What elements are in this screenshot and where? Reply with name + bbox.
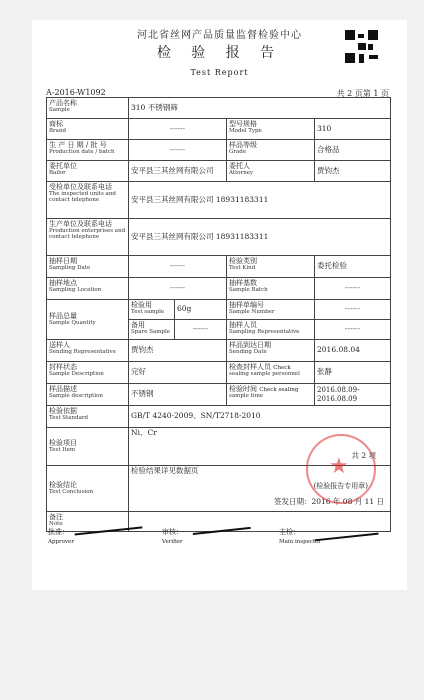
value-sampling-date: ------ bbox=[129, 256, 227, 278]
label-brand: 商标 Brand bbox=[47, 119, 129, 140]
label-sample-batch: 抽样基数 Sample Batch bbox=[227, 278, 315, 300]
value-sampling-rep: ------ bbox=[315, 320, 391, 340]
value-brand: ------ bbox=[129, 119, 227, 140]
value-inspected-unit: 安平县三其丝网有限公司 18931183311 bbox=[129, 182, 391, 219]
label-product-name: 产品名称 Sample bbox=[47, 98, 129, 119]
label-sample-quantity: 样品总量 Sample Quantity bbox=[47, 300, 129, 340]
main-inspector-label: 主检： Main inspector bbox=[279, 528, 322, 545]
value-sending-date: 2016.08.04 bbox=[315, 340, 391, 362]
value-conclusion: 检验结果详见数据页 bbox=[131, 466, 199, 475]
label-grade: 样品等级 Grade bbox=[227, 140, 315, 161]
report-page bbox=[32, 20, 407, 590]
label-sending-rep: 送样人 Sending Representative bbox=[47, 340, 129, 362]
stamp-note: (检验报告专用章) bbox=[313, 482, 369, 490]
value-model: 310 bbox=[315, 119, 391, 140]
label-test-kind: 检验类别 Test Kind bbox=[227, 256, 315, 278]
value-spare-sample: ------ bbox=[175, 320, 227, 340]
label-attorney: 委托人 Attorney bbox=[227, 161, 315, 182]
label-sample-desc: 封样状态 Sample Description bbox=[47, 362, 129, 384]
report-subtitle: Test Report bbox=[190, 68, 249, 77]
label-sending-date: 样品到达日期 Sending Date bbox=[227, 340, 315, 362]
label-sampling-date: 抽样日期 Sampling Date bbox=[47, 256, 129, 278]
value-attorney: 贾钧杰 bbox=[315, 161, 391, 182]
value-sealing-person: 张静 bbox=[315, 362, 391, 384]
value-sample-number: ------ bbox=[315, 300, 391, 320]
report-number: A-2016-W1092 bbox=[46, 88, 106, 97]
value-sample-batch: ------ bbox=[315, 278, 391, 300]
label-conclusion: 检验结论 Test Conclusion bbox=[47, 466, 129, 512]
value-production-unit: 安平县三其丝网有限公司 18931183311 bbox=[129, 219, 391, 256]
page-info: 共 2 页第 1 页 bbox=[336, 89, 389, 98]
label-sampling-rep: 抽样人员 Sampling Representative bbox=[227, 320, 315, 340]
value-test-sample: 60g bbox=[175, 300, 227, 320]
label-sample-desc2: 样品描述 Sample description bbox=[47, 384, 129, 406]
label-production-unit: 生产单位及联系电话 Production enterprises and contact telephone bbox=[47, 219, 129, 256]
report-title: 检 验 报 告 bbox=[156, 45, 283, 61]
label-note: 备注 Note bbox=[47, 512, 129, 532]
label-check-time: 检验时间 Check sealing sample time bbox=[227, 384, 315, 406]
label-sample-number: 抽样单编号 Sample Number bbox=[227, 300, 315, 320]
value-sample-desc2: 不锈钢 bbox=[129, 384, 227, 406]
qr-code-icon bbox=[345, 30, 378, 63]
value-test-standard: GB/T 4240-2009、SN/T2718-2010 bbox=[129, 406, 391, 428]
label-sealing-person: 检查封样人员 Check sealing sample personnel bbox=[227, 362, 315, 384]
label-test-item: 检验项目 Test Item bbox=[47, 428, 129, 466]
value-check-time: 2016.08.09-2016.08.09 bbox=[315, 384, 391, 406]
org-name: 河北省丝网产品质量监督检验中心 bbox=[137, 30, 302, 41]
value-sampling-location: ------ bbox=[129, 278, 227, 300]
label-test-standard: 检验依据 Test Standard bbox=[47, 406, 129, 428]
value-sample-desc: 完好 bbox=[129, 362, 227, 384]
value-test-item: Ni、Cr bbox=[131, 428, 157, 437]
official-stamp-icon bbox=[306, 434, 376, 504]
label-sampling-location: 抽样地点 Sampling Location bbox=[47, 278, 129, 300]
test-item-count: 共 2 项 bbox=[351, 451, 377, 461]
label-model: 型号规格 Model Type bbox=[227, 119, 315, 140]
value-sending-rep: 贾钧杰 bbox=[129, 340, 227, 362]
value-test-kind: 委托检验 bbox=[315, 256, 391, 278]
label-spare-sample: 备用 Spare Sample bbox=[129, 320, 175, 340]
issue-date: 签发日期：2016 年 08 月 11 日 bbox=[273, 497, 385, 507]
value-prod-date: ------ bbox=[129, 140, 227, 161]
value-grade: 合格品 bbox=[315, 140, 391, 161]
label-test-sample: 检验用 Test sample bbox=[129, 300, 175, 320]
value-product-name: 310 不锈钢筛 bbox=[129, 98, 391, 119]
label-inspected-unit: 受检单位及联系电话 The inspected units and contact telephone bbox=[47, 182, 129, 219]
verifier-label: 审核： Verifier bbox=[162, 528, 183, 545]
approver-label: 批准： Approver bbox=[48, 528, 74, 545]
label-bailor: 委托单位 Bailor bbox=[47, 161, 129, 182]
value-bailor: 安平县三其丝网有限公司 bbox=[129, 161, 227, 182]
label-prod-date: 生 产 日 期 / 批 号 Production date / batch bbox=[47, 140, 129, 161]
